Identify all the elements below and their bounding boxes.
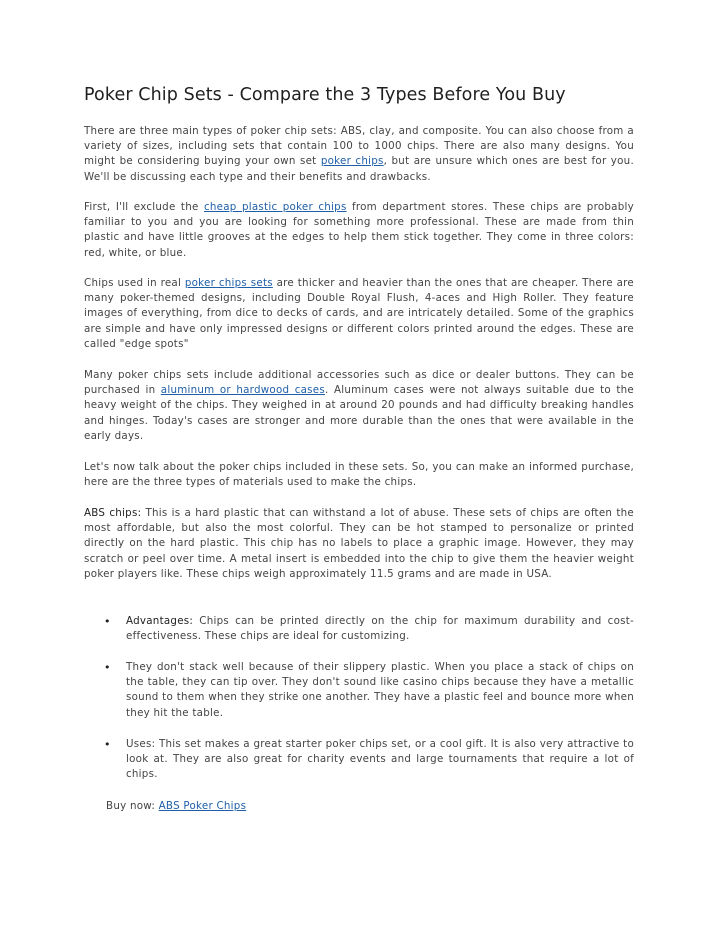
buy-now-label: Buy now: (106, 800, 159, 812)
plastic-chips-paragraph (84, 200, 634, 261)
poker-chips-link[interactable]: poker chips (320, 155, 384, 168)
real-chips-text-before: Chips used in real (84, 277, 185, 289)
list-item (104, 614, 634, 644)
materials-intro-paragraph: Let's now talk about the poker chips included in these sets. So, you can make an informed purchase, here are the three types of materials used to make the chips. (84, 461, 634, 489)
abs-chips-text: This is a hard plastic that can withstand a lot of abuse. These sets of chips are often the most affordable, but also the most colorful. They can be hot stamped to personalize or printed directly on the hard plastic. This chip has no labels to place a graphic image. However, they may scratch or peel over time. A metal insert is embedded into the chip to give them the heavier weight poker players like. These chips weigh approximately 11.5 grams and are made in USA. (84, 507, 634, 580)
cheap-plastic-poker-chips-link[interactable]: cheap plastic poker chips (203, 201, 347, 213)
poker-chips-sets-link[interactable]: poker chips sets (184, 277, 273, 289)
intro-text-before: There are three main types of poker chip sets: ABS, clay, and composite. You can also choose from a variety of sizes, including sets that contain 100 to 1000 chips. There are also many designs. You might be considering buying your own set (84, 125, 634, 168)
bullet-icon: • (104, 661, 111, 674)
abs-chips-label: ABS chips: (84, 507, 142, 519)
bullet-icon: • (104, 738, 111, 751)
real-chips-text-after: are thicker and heavier than the ones that are cheaper. There are many poker-themed designs, including Double Royal Flush, 4-aces and High Roller. They feature images of everything, from dice to decks of cards, and are intricately detailed. Some of the graphics are simple and have only impressed designs or different colors printed around the edges. These are called "edge spots" (84, 277, 634, 350)
intro-text-after: , but are unsure which ones are best for you. We'll be discussing each type and their benefits and drawbacks. (84, 155, 634, 183)
abs-poker-chips-link[interactable]: ABS Poker Chips (158, 800, 247, 812)
bullet-icon: • (104, 615, 111, 628)
buy-now-line (106, 799, 506, 814)
disadvantages-text: They don't stack well because of their slippery plastic. When you place a stack of chips on the table, they can tip over. They don't sound like casino chips because they have a metallic sound to them when they strike one another. They have a plastic feel and bounce more when they hit the table. (126, 661, 634, 719)
intro-paragraph (84, 124, 634, 185)
uses-text: Uses: This set makes a great starter poker chips set, or a cool gift. It is also very attractive to look at. They are also great for charity events and large tournaments that require a lot of chips. (126, 738, 634, 781)
accessories-paragraph (84, 368, 634, 444)
abs-chips-paragraph (84, 506, 634, 582)
page-title: Poker Chip Sets - Compare the 3 Types Before You Buy (84, 85, 566, 105)
advantages-text: Chips can be printed directly on the chip for maximum durability and cost-effectiveness. These chips are ideal for customizing. (126, 615, 634, 643)
list-item (104, 660, 634, 721)
aluminum-hardwood-cases-link[interactable]: aluminum or hardwood cases (160, 384, 325, 397)
plastic-text-before: First, I'll exclude the (84, 201, 204, 213)
advantages-label: Advantages: (126, 615, 194, 627)
list-item (104, 737, 634, 783)
accessories-text-before: Many poker chips sets include additional accessories such as dice or dealer buttons. They can be purchased in (84, 369, 634, 397)
plastic-text-after: from department stores. These chips are probably familiar to you and you are looking for something more professional. These are made from thin plastic and have little grooves at the edges to help them stick together. They come in three colors: red, white, or blue. (84, 201, 634, 259)
real-chips-paragraph (84, 276, 634, 352)
accessories-text-after: . Aluminum cases were not always suitable due to the heavy weight of the chips. They weighed in at around 20 pounds and had difficulty breaking handles and hinges. Today's cases are stronger and more durable than the ones that were available in the early days. (84, 384, 634, 442)
